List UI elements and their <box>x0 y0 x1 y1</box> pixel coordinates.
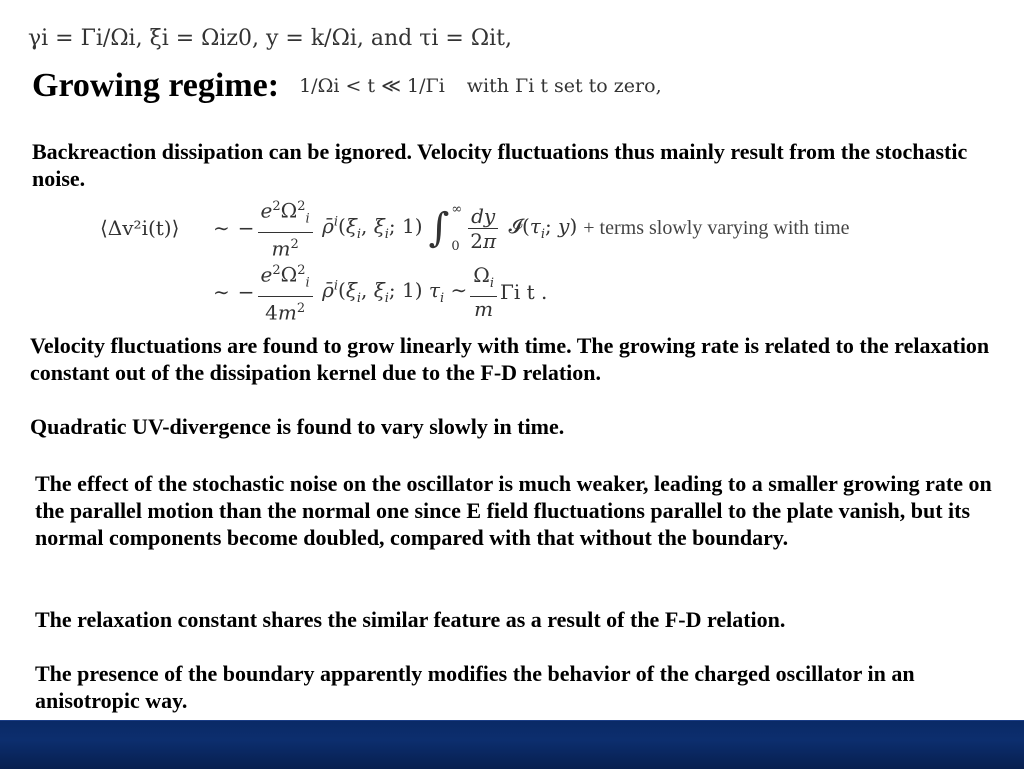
relaxation-paragraph: The relaxation constant shares the similar feature as a result of the F-D relation. <box>35 607 786 632</box>
backreaction-paragraph: Backreaction dissipation can be ignored. Velocity fluctuations thus mainly result from the stochastic noise. <box>32 139 968 191</box>
page-title: Growing regime: <box>32 67 280 104</box>
equation-row-1 <box>100 196 850 260</box>
minus-sign-1: − <box>237 216 255 240</box>
stochastic-effect-paragraph: The effect of the stochastic noise on the oscillator is much weaker, leading to a smaller growing rate on the parallel motion than the normal one since E field fluctuations parallel to the plate vanish, but its normal components become doubled, compared with that without the boundary. <box>35 471 992 550</box>
equation-sim-2: ∼ <box>213 280 230 304</box>
velocity-paragraph: Velocity fluctuations are found to grow linearly with time. The growing rate is related to the relaxation constant out of the dissipation kernel due to the F-D relation. <box>30 333 990 385</box>
prefactor-fraction-2: $\frac{e^2\Omega^2_i}{4m^2}$ <box>258 260 313 323</box>
prefactor-fraction-1: $\frac{e^2\Omega^2_i}{m^2}$ <box>258 196 313 259</box>
rho-term-2: $\rhō^i(\xi_i$, $\xi_i$; 1) $\tau_i$ ∼ <box>322 278 468 306</box>
regime-with-text: with Γi t set to zero, <box>466 75 662 97</box>
boundary-presence-paragraph: The presence of the boundary apparently modifies the behavior of the charged oscillator in an anisotropic way. <box>35 661 915 713</box>
dy-fraction: $\frac{dy}{2\pi}$ <box>467 205 499 252</box>
kernel-term: $𝓘(\tau_i$; y) <box>502 214 578 242</box>
regime-condition: 1/Ωi < t ≪ 1/Γi <box>299 75 445 97</box>
velocity-fluctuation-equation <box>100 196 960 326</box>
heading-row <box>32 64 662 108</box>
equation-end: Γi t . <box>500 280 548 304</box>
omega-over-m-fraction: $\frac{\Omega_i}{m}$ <box>470 264 497 320</box>
equation-lhs: ⟨Δv²i(t)⟩ <box>100 216 180 240</box>
uv-divergence-paragraph: Quadratic UV-divergence is found to vary slowly in time. <box>30 414 565 439</box>
definitions-text: γi = Γi/Ωi, ξi = Ωiz0, y = k/Ωi, and τi = Ωit, <box>28 26 512 51</box>
equation-row-2 <box>100 260 547 324</box>
equation-sim-1: ∼ <box>213 216 230 240</box>
integral-sign: ∫ ∞ 0 <box>428 202 463 254</box>
definitions-equation <box>28 26 512 51</box>
footer-bar <box>0 720 1024 769</box>
minus-sign-2: − <box>237 280 255 304</box>
rho-term-1: $\rhō^i(\xi_i$, $\xi_i$; 1) <box>322 214 423 242</box>
equation-tail: + terms slowly varying with time <box>583 216 850 239</box>
